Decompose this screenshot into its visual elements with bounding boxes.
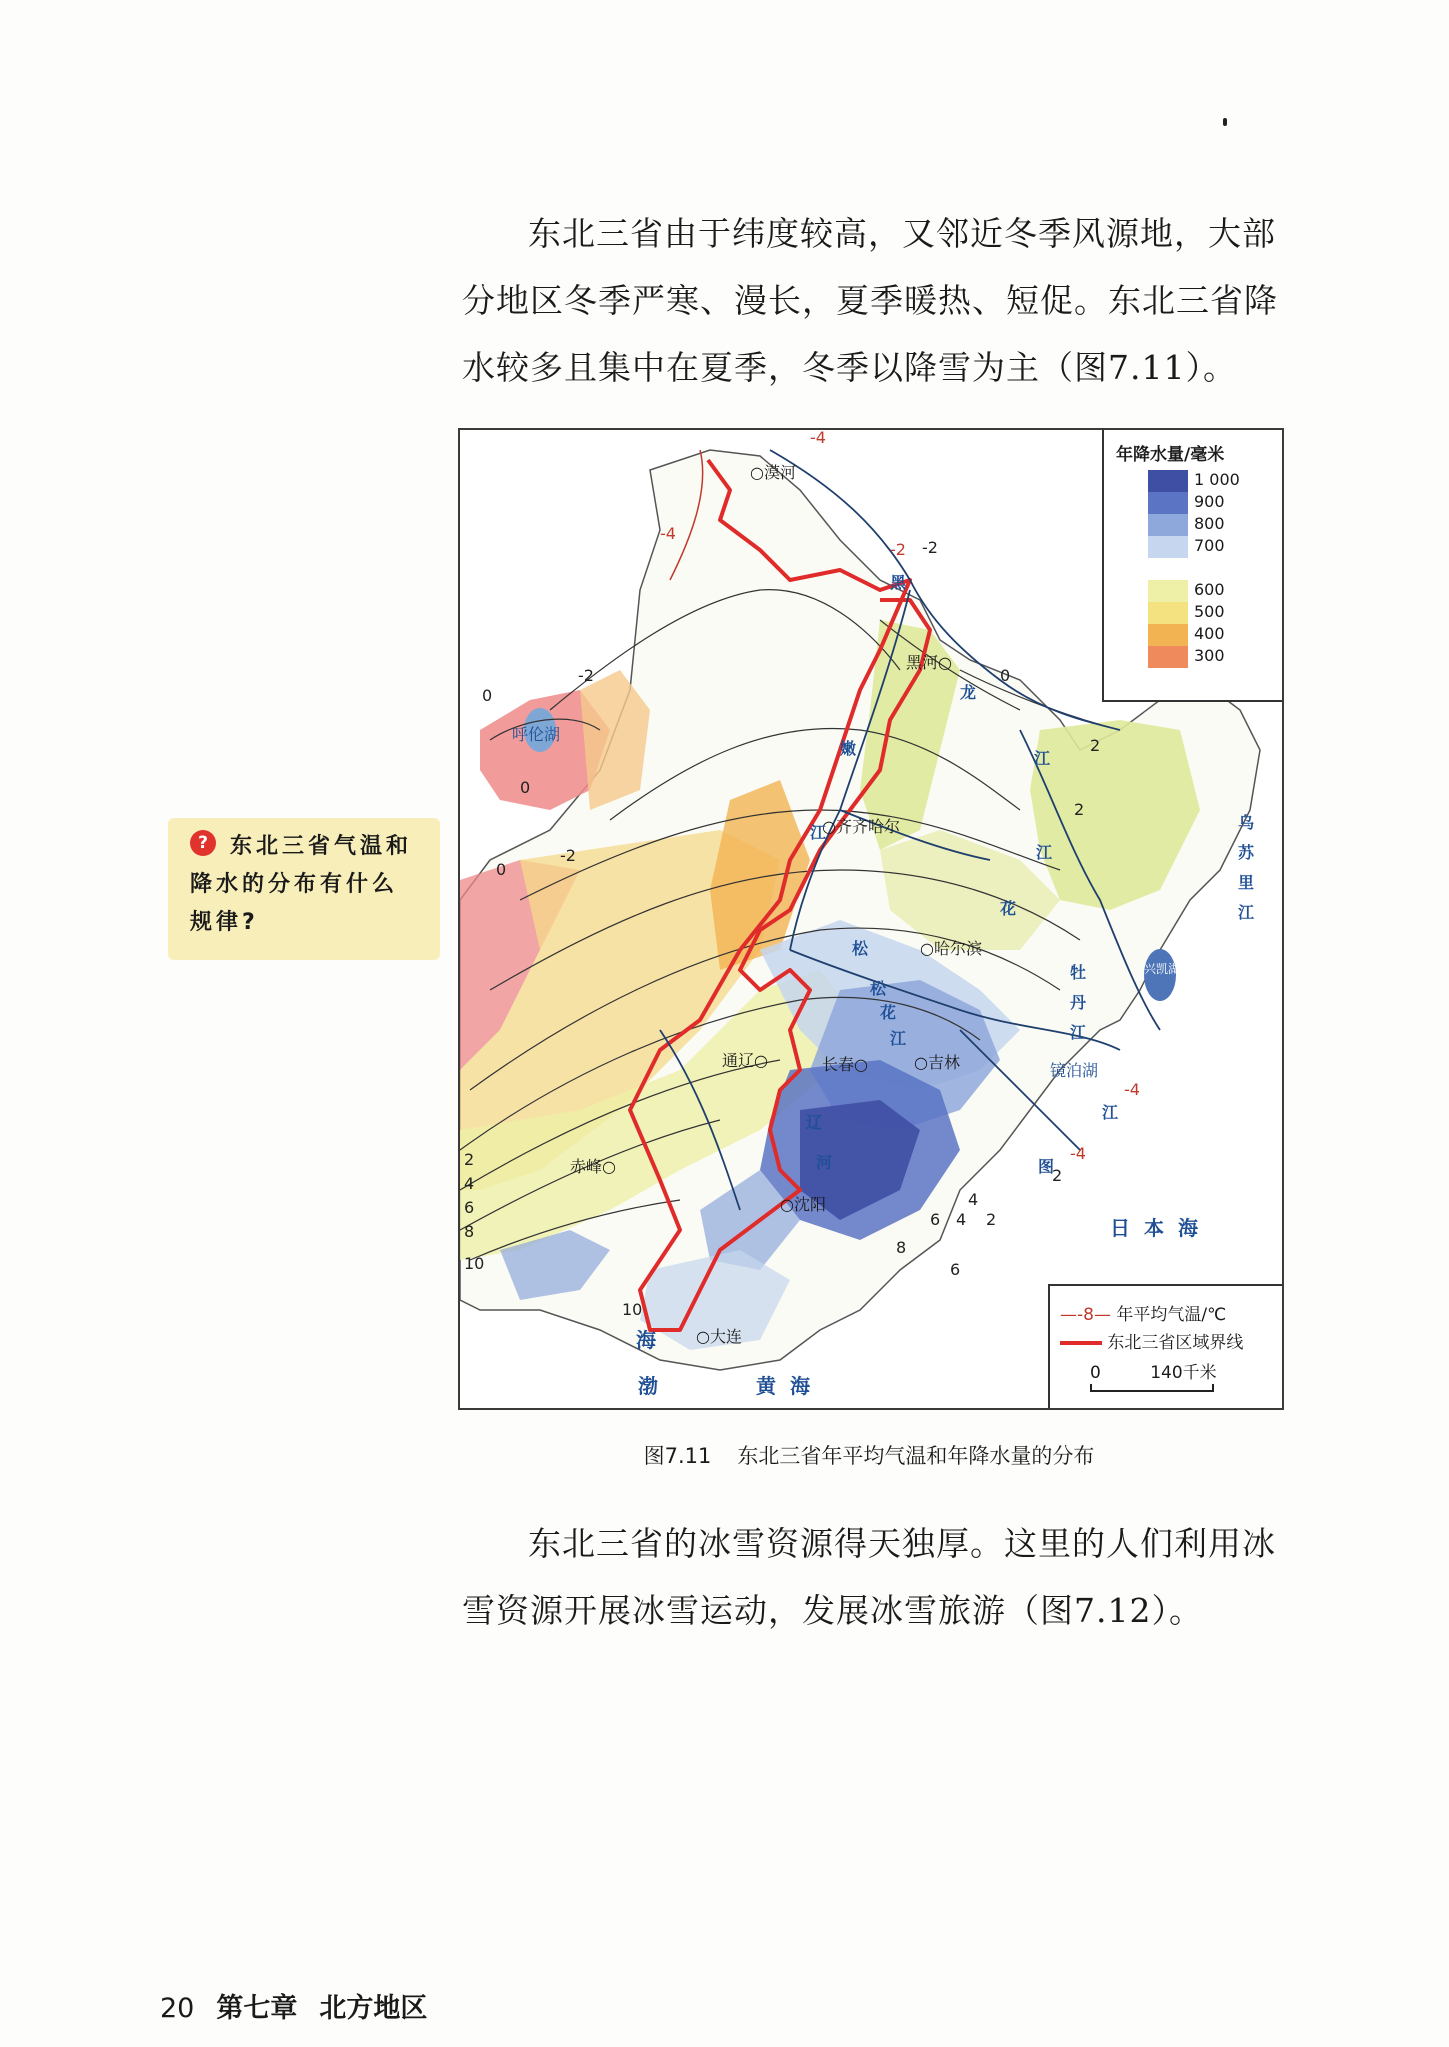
border-legend-label: 东北三省区域界线 [1107, 1333, 1244, 1353]
city-shenyang: ○沈阳 [780, 1195, 826, 1214]
city-heihe: 黑河○ [906, 653, 952, 672]
river-song-1: 松 [852, 939, 869, 958]
figure-map [458, 428, 1284, 1410]
city-jilin: ○吉林 [914, 1053, 960, 1072]
river-mudan-2: 丹 [1070, 993, 1087, 1012]
river-wusuli-1: 乌 [1238, 813, 1255, 832]
isotherm-label: 4 [464, 1174, 475, 1193]
temp-legend-label: 年平均气温/℃ [1116, 1305, 1227, 1325]
river-tumen-1: 图 [1038, 1157, 1055, 1176]
river-heilong-3: 江 [1034, 749, 1051, 768]
city-qiqihar: ○齐齐哈尔 [822, 817, 900, 836]
river-nen-2: 江 [810, 823, 827, 842]
river-song-5: 花 [880, 1003, 897, 1022]
isotherm-label: 10 [464, 1254, 485, 1273]
precip-swatch-1000 [1148, 470, 1188, 492]
city-chifeng: 赤峰○ [570, 1157, 616, 1176]
isotherm-label: -2 [578, 666, 594, 685]
river-wusuli-2: 苏 [1238, 843, 1255, 862]
border-line-icon [1060, 1341, 1102, 1345]
river-liao-1: 辽 [806, 1113, 823, 1132]
temp-sample-value: -8 [1077, 1305, 1094, 1325]
precip-legend-title: 年降水量/毫米 [1116, 445, 1225, 465]
sea-yellow: 黄海 [756, 1374, 824, 1398]
precip-label: 400 [1194, 624, 1225, 643]
page-number: 20 [160, 1993, 195, 2024]
isotherm-label: 8 [896, 1238, 907, 1257]
question-text: 东北三省气温和降水的分布有什么规律? [190, 834, 413, 935]
isotherm-label: 6 [930, 1210, 941, 1229]
question-icon: ? [190, 830, 216, 856]
precip-legend [1102, 430, 1282, 702]
sea-bohai-2: 海 [636, 1328, 670, 1352]
sea-japan: 日本海 [1110, 1216, 1212, 1240]
isotherm-label: 4 [956, 1210, 967, 1229]
figure-caption [458, 1440, 1280, 1470]
isotherm-label: 4 [968, 1190, 979, 1209]
isotherm-label: 6 [950, 1260, 961, 1279]
isotherm-label-red: -2 [890, 540, 906, 559]
river-song-2: 花 [1000, 899, 1017, 918]
isotherm-label: 0 [520, 778, 531, 797]
precip-swatch-900 [1148, 492, 1188, 514]
scale-label: 140千米 [1150, 1363, 1217, 1383]
river-mudan-3: 江 [1070, 1023, 1087, 1042]
isotherm-label-red: -4 [1070, 1144, 1086, 1163]
precip-swatch-400 [1148, 624, 1188, 646]
chapter-label: 第七章 [216, 1993, 298, 2024]
scale-zero: 0 [1090, 1363, 1101, 1383]
isotherm-label: 2 [1052, 1166, 1063, 1185]
river-wusuli-3: 里 [1238, 873, 1255, 892]
precip-label: 700 [1194, 536, 1225, 555]
river-song-3: 江 [1036, 843, 1053, 862]
river-tumen-2: 江 [1102, 1103, 1119, 1122]
river-heilong-1: 黑 [890, 573, 907, 592]
precip-swatch-700 [1148, 536, 1188, 558]
precip-label: 300 [1194, 646, 1225, 665]
precip-label: 600 [1194, 580, 1225, 599]
city-dalian: ○大连 [696, 1327, 742, 1346]
figure-caption-number: 图7.11 [643, 1444, 712, 1468]
symbol-legend: —-8— 年平均气温/℃ 东北三省区域界线 0 140千米 [1048, 1284, 1282, 1410]
isotherm-label-red: -4 [810, 428, 826, 447]
isotherm-label: 0 [496, 860, 507, 879]
isotherm-label: 2 [1074, 800, 1085, 819]
precip-label: 900 [1194, 492, 1225, 511]
paragraph-climate: 东北三省由于纬度较高，又邻近冬季风源地，大部分地区冬季严寒、漫长，夏季暖热、短促。东北三省降水较多且集中在夏季，冬季以降雪为主（图7.11）。 [462, 214, 1278, 387]
thinking-question-box [168, 818, 440, 960]
figure-caption-text: 东北三省年平均气温和年降水量的分布 [737, 1444, 1095, 1468]
precip-swatch-600 [1148, 580, 1188, 602]
page-footer [160, 1986, 427, 2025]
scan-mark [1223, 118, 1227, 126]
section-label: 北方地区 [319, 1993, 428, 2024]
isotherm-label-red: -4 [660, 524, 676, 543]
temp-sample-icon: — [1060, 1305, 1077, 1325]
isotherm-label: 2 [1090, 736, 1101, 755]
isotherm-label-red: -4 [1124, 1080, 1140, 1099]
isotherm-label: 10 [622, 1300, 643, 1319]
river-wusuli-4: 江 [1238, 903, 1255, 922]
scale-bar [1090, 1384, 1214, 1392]
precip-label: 800 [1194, 514, 1225, 533]
precip-swatch-800 [1148, 514, 1188, 536]
river-liao-2: 河 [816, 1153, 833, 1172]
precip-swatch-500 [1148, 602, 1188, 624]
city-harbin: ○哈尔滨 [920, 939, 982, 958]
isotherm-label: 0 [482, 686, 493, 705]
paragraph-snow: 东北三省的冰雪资源得天独厚。这里的人们利用冰雪资源开展冰雪运动，发展冰雪旅游（图7.12）。 [462, 1524, 1276, 1630]
river-nen-1: 嫩 [840, 739, 857, 758]
river-song-6: 江 [890, 1029, 907, 1048]
lake-khanka: 兴凯湖 [1144, 962, 1181, 976]
precip-label: 500 [1194, 602, 1225, 621]
city-tongliao: 通辽○ [722, 1051, 768, 1070]
isotherm-label: 0 [1000, 666, 1011, 685]
river-mudan-1: 牡 [1070, 963, 1087, 982]
city-mohe: ○漠河 [750, 463, 796, 482]
lake-jingpo: 镜泊湖 [1050, 1061, 1099, 1080]
isotherm-label: 6 [464, 1198, 475, 1217]
isotherm-label: 2 [986, 1210, 997, 1229]
isotherm-label: 2 [464, 1150, 475, 1169]
river-song-4: 松 [870, 979, 887, 998]
river-heilong-2: 龙 [960, 683, 977, 702]
precip-swatch-300 [1148, 646, 1188, 668]
city-changchun: 长春○ [822, 1055, 868, 1074]
precip-label: 1 000 [1194, 470, 1240, 489]
sea-bohai-1: 渤 [638, 1374, 672, 1398]
isotherm-label: -2 [560, 846, 576, 865]
lake-hulun: 呼伦湖 [512, 725, 561, 744]
isotherm-label: 8 [464, 1222, 475, 1241]
isotherm-label: -2 [922, 538, 938, 557]
